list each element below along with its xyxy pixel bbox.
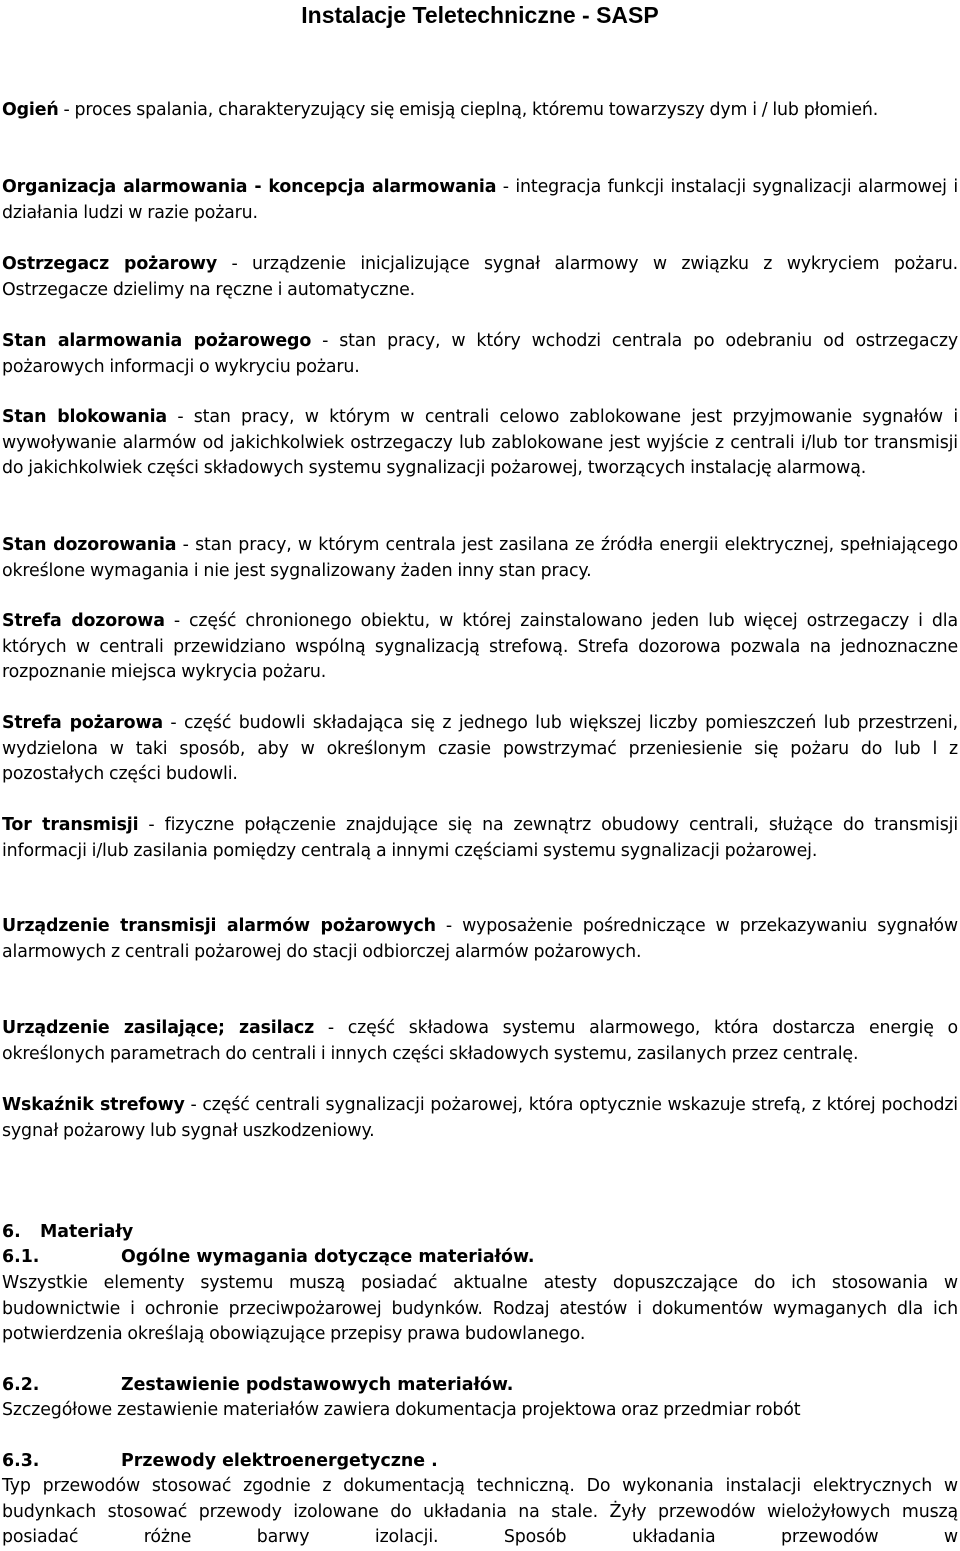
definition-term: Strefa dozorowa <box>2 611 165 631</box>
definition-text: - stan pracy, w którym centrala jest zasilana ze źródła energii elektrycznej, spełniającego określone wymagania i nie jest sygnalizowany żaden inny stan pracy. <box>2 535 958 581</box>
definition-term: Ostrzegacz pożarowy <box>2 254 218 274</box>
section-number: 6. <box>2 1222 21 1242</box>
definition-urzadzenie-transmisji <box>2 914 958 965</box>
section-title: Materiały <box>40 1222 134 1242</box>
definition-term: Tor transmisji <box>2 815 139 835</box>
definition-strefa-dozorowa <box>2 609 958 686</box>
definition-term: Urządzenie transmisji alarmów pożarowych <box>2 916 436 936</box>
section-number: 6.1. <box>2 1247 40 1267</box>
section-number: 6.2. <box>2 1375 40 1395</box>
definition-stan-dozorowania <box>2 533 958 584</box>
definition-term: Stan alarmowania pożarowego <box>2 331 312 351</box>
definition-urzadzenie-zasilajace <box>2 1016 958 1067</box>
definition-text: - stan pracy, w który wchodzi centrala po odebraniu od ostrzegaczy pożarowych informacji o wykryciu pożaru. <box>2 331 958 377</box>
definition-text: - stan pracy, w którym w centrali celowo zablokowane jest przyjmowanie sygnałów i wywoływanie alarmów od jakichkolwiek ostrzegaczy lub zablokowane jest wyjście z centrali i/lub tor transmisji do jakichkolwiek części składowych systemu sygnalizacji pożarowej, tworzących instalację alarmową. <box>2 407 958 478</box>
definition-stan-blokowania <box>2 405 958 482</box>
section-heading-6 <box>2 1220 133 1246</box>
definition-text: - integracja funkcji instalacji sygnalizacji alarmowej i działania ludzi w razie pożaru. <box>2 177 958 223</box>
definition-term: Urządzenie zasilające; zasilacz <box>2 1018 315 1038</box>
section-body-6-1: Wszystkie elementy systemu muszą posiadać aktualne atesty dopuszczające do ich stosowania w budownictwie i ochronie przeciwpożarowej budynków. Rodzaj atestów i dokumentów wymaganych dla ich potwierdzenia określają obowiązujące przepisy prawa budowlanego. <box>2 1273 958 1344</box>
section-body-6-2: Szczegółowe zestawienie materiałów zawiera dokumentacja projektowa oraz przedmiar robót <box>2 1400 801 1420</box>
definition-text: - część budowli składająca się z jednego lub większej liczby pomieszczeń lub przestrzeni, wydzielona w taki sposób, aby w określonym czasie powstrzymać przeniesienie się pożaru do lub l z pozostałych części budowli. <box>2 713 958 784</box>
section-heading-6-2 <box>2 1373 513 1399</box>
definition-strefa-pozarowa <box>2 711 958 788</box>
section-title: Przewody elektroenergetyczne . <box>121 1451 438 1471</box>
definition-tor-transmisji <box>2 813 958 864</box>
section-number: 6.3. <box>2 1451 40 1471</box>
definition-wskaznik-strefowy <box>2 1093 958 1144</box>
document-title: Instalacje Teletechniczne - SASP <box>301 2 659 28</box>
section-title: Zestawienie podstawowych materiałów. <box>121 1375 514 1395</box>
definition-text: - urządzenie inicjalizujące sygnał alarmowy w związku z wykryciem pożaru. Ostrzegacze dzielimy na ręczne i automatyczne. <box>2 254 958 300</box>
definition-text: - fizyczne połączenie znajdujące się na zewnątrz obudowy centrali, służące do transmisji informacji i/lub zasilania pomiędzy centralą a innymi częściami systemu sygnalizacji pożarowej. <box>2 815 958 861</box>
section-heading-6-1 <box>2 1245 535 1271</box>
definition-term: Organizacja alarmowania - koncepcja alarmowania <box>2 177 497 197</box>
definition-term: Ogień <box>2 100 59 120</box>
definition-term: Stan dozorowania <box>2 535 177 555</box>
definition-text: - proces spalania, charakteryzujący się emisją cieplną, któremu towarzyszy dym i / lub płomień. <box>58 100 879 120</box>
definition-stan-alarmowania <box>2 329 958 380</box>
definition-ogien <box>2 98 958 124</box>
section-body-6-3: Typ przewodów stosować zgodnie z dokumentacją techniczną. Do wykonania instalacji elektrycznych w budynkach stosować przewody izolowane do układania na stale. Żyły przewodów wielożyłowych muszą posiadać różne barwy izolacji. Sposób układania przewodów w <box>2 1476 958 1547</box>
definition-text: - część centrali sygnalizacji pożarowej, która optycznie wskazuje strefą, z której pochodzi sygnał pożarowy lub sygnał uszkodzeniowy. <box>2 1095 958 1141</box>
definition-term: Strefa pożarowa <box>2 713 163 733</box>
section-title: Ogólne wymagania dotyczące materiałów. <box>121 1247 535 1267</box>
definition-text: - część chronionego obiektu, w której zainstalowano jeden lub więcej ostrzegaczy i dla których w centrali przewidziano wspólną sygnalizacją strefową. Strefa dozorowa pozwala na jednoznaczne rozpoznanie miejsca wykrycia pożaru. <box>2 611 958 682</box>
section-heading-6-3 <box>2 1449 438 1475</box>
definition-term: Wskaźnik strefowy <box>2 1095 185 1115</box>
definition-text: - część składowa systemu alarmowego, która dostarcza energię o określonych parametrach do centrali i innych części składowych systemu, zasilanych przez centralę. <box>2 1018 958 1064</box>
definition-organizacja-alarmowania <box>2 175 958 226</box>
definition-text: - wyposażenie pośredniczące w przekazywaniu sygnałów alarmowych z centrali pożarowej do stacji odbiorczej alarmów pożarowych. <box>2 916 958 962</box>
definition-term: Stan blokowania <box>2 407 167 427</box>
definition-ostrzegacz-pozarowy <box>2 252 958 303</box>
